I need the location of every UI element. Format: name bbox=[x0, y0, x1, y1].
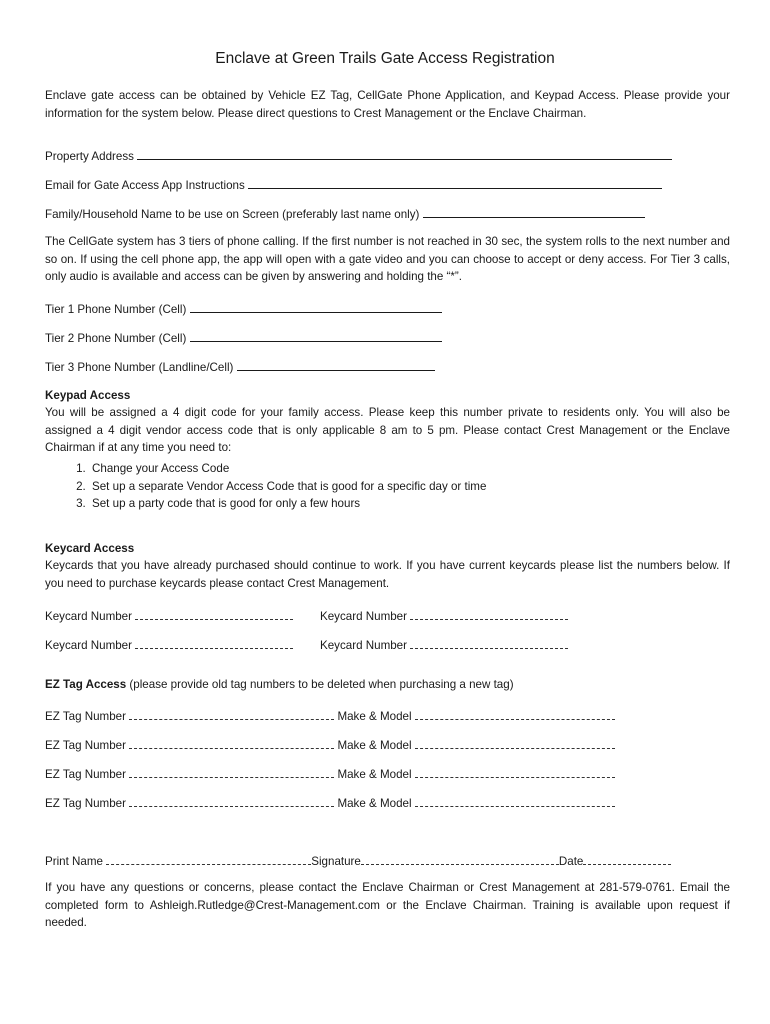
keycard-row bbox=[45, 607, 293, 624]
keycard-label: Keycard Number bbox=[45, 610, 132, 623]
property-address-row bbox=[45, 147, 672, 164]
email-label: Email for Gate Access App Instructions bbox=[45, 179, 245, 192]
make-model-field[interactable] bbox=[415, 707, 615, 720]
form-title: Enclave at Green Trails Gate Access Registration bbox=[215, 50, 555, 67]
keycard-label: Keycard Number bbox=[320, 639, 407, 652]
make-model-field[interactable] bbox=[415, 736, 615, 749]
make-model-label: Make & Model bbox=[337, 797, 412, 810]
keycard-label: Keycard Number bbox=[45, 639, 132, 652]
property-address-label: Property Address bbox=[45, 150, 134, 163]
eztag-row bbox=[45, 707, 615, 724]
keypad-list bbox=[45, 460, 730, 513]
date-label: Date bbox=[558, 855, 584, 868]
eztag-heading: EZ Tag Access bbox=[45, 678, 127, 691]
tier3-phone-field[interactable] bbox=[237, 358, 435, 371]
keypad-heading: Keypad Access bbox=[45, 389, 131, 402]
eztag-number-field[interactable] bbox=[129, 707, 334, 720]
family-name-label: Family/Household Name to be use on Screen (preferably last name only) bbox=[45, 208, 420, 221]
make-model-field[interactable] bbox=[415, 794, 615, 807]
eztag-heading-row bbox=[45, 678, 514, 692]
eztag-label: EZ Tag Number bbox=[45, 739, 126, 752]
keypad-list-container bbox=[45, 460, 730, 513]
keycard-number-field[interactable] bbox=[135, 636, 293, 649]
signature-row bbox=[45, 852, 671, 869]
tier1-label: Tier 1 Phone Number (Cell) bbox=[45, 303, 187, 316]
family-name-field[interactable] bbox=[423, 205, 645, 218]
keycard-paragraph: Keycards that you have already purchased should continue to work. If you have current keycards please list the numbers below. If you need to purchase keycards please contact Crest Management. bbox=[45, 559, 730, 590]
tier1-phone-field[interactable] bbox=[190, 300, 442, 313]
keycard-label: Keycard Number bbox=[320, 610, 407, 623]
date-field[interactable] bbox=[583, 852, 671, 865]
print-name-label: Print Name bbox=[45, 855, 103, 868]
make-model-label: Make & Model bbox=[337, 739, 412, 752]
keycard-number-field[interactable] bbox=[410, 607, 568, 620]
keycard-row bbox=[320, 607, 568, 624]
tier2-phone-field[interactable] bbox=[190, 329, 442, 342]
eztag-row bbox=[45, 736, 615, 753]
signature-field[interactable] bbox=[361, 852, 559, 865]
keypad-paragraph: You will be assigned a 4 digit code for your family access. Please keep this number private to residents only. You will also be assigned a 4 digit vendor access code that is only applicable 8 am to 5 pm. Please contact Crest Management or the Enclave Chairman if at any time you need to: bbox=[45, 406, 730, 455]
keycard-row bbox=[320, 636, 568, 653]
eztag-number-field[interactable] bbox=[129, 794, 334, 807]
signature-label: Signature bbox=[311, 855, 361, 868]
eztag-label: EZ Tag Number bbox=[45, 710, 126, 723]
eztag-number-field[interactable] bbox=[129, 765, 334, 778]
make-model-label: Make & Model bbox=[337, 710, 412, 723]
keycard-number-field[interactable] bbox=[410, 636, 568, 649]
make-model-label: Make & Model bbox=[337, 768, 412, 781]
keycard-heading: Keycard Access bbox=[45, 542, 135, 555]
eztag-note: (please provide old tag numbers to be deleted when purchasing a new tag) bbox=[126, 678, 514, 691]
eztag-row bbox=[45, 765, 615, 782]
eztag-number-field[interactable] bbox=[129, 736, 334, 749]
make-model-field[interactable] bbox=[415, 765, 615, 778]
tier2-label: Tier 2 Phone Number (Cell) bbox=[45, 332, 187, 345]
keypad-list-item: 3. Set up a party code that is good for only a few hours bbox=[89, 495, 730, 513]
footer-paragraph: If you have any questions or concerns, please contact the Enclave Chairman or Crest Management at 281-579-0761. Email the completed form to Ashleigh.Rutledge@Crest-Management.com or the Enclave Chairman. Training is available upon request if needed. bbox=[45, 881, 730, 930]
family-name-row bbox=[45, 205, 645, 222]
intro-paragraph: Enclave gate access can be obtained by Vehicle EZ Tag, CellGate Phone Application, and Keypad Access. Please provide your information for the system below. Please direct questions to Crest Management or the Enclave Chairman. bbox=[45, 89, 730, 120]
email-row bbox=[45, 176, 662, 193]
keypad-list-item: 2. Set up a separate Vendor Access Code that is good for a specific day or time bbox=[89, 478, 730, 496]
print-name-field[interactable] bbox=[106, 852, 311, 865]
tier2-row bbox=[45, 329, 442, 346]
tier1-row bbox=[45, 300, 442, 317]
eztag-label: EZ Tag Number bbox=[45, 797, 126, 810]
property-address-field[interactable] bbox=[137, 147, 672, 160]
cellgate-info-paragraph: The CellGate system has 3 tiers of phone calling. If the first number is not reached in 30 sec, the system rolls to the next number and so on. If using the cell phone app, the app will open with a gate video and you can choose to accept or deny access. For Tier 3 calls, only audio is available and access can be given by answering and holding the “*”. bbox=[45, 235, 730, 284]
keycard-row bbox=[45, 636, 293, 653]
keycard-number-field[interactable] bbox=[135, 607, 293, 620]
email-field[interactable] bbox=[248, 176, 662, 189]
eztag-row bbox=[45, 794, 615, 811]
keypad-list-item: 1. Change your Access Code bbox=[89, 460, 730, 478]
tier3-label: Tier 3 Phone Number (Landline/Cell) bbox=[45, 361, 234, 374]
eztag-label: EZ Tag Number bbox=[45, 768, 126, 781]
tier3-row bbox=[45, 358, 435, 375]
